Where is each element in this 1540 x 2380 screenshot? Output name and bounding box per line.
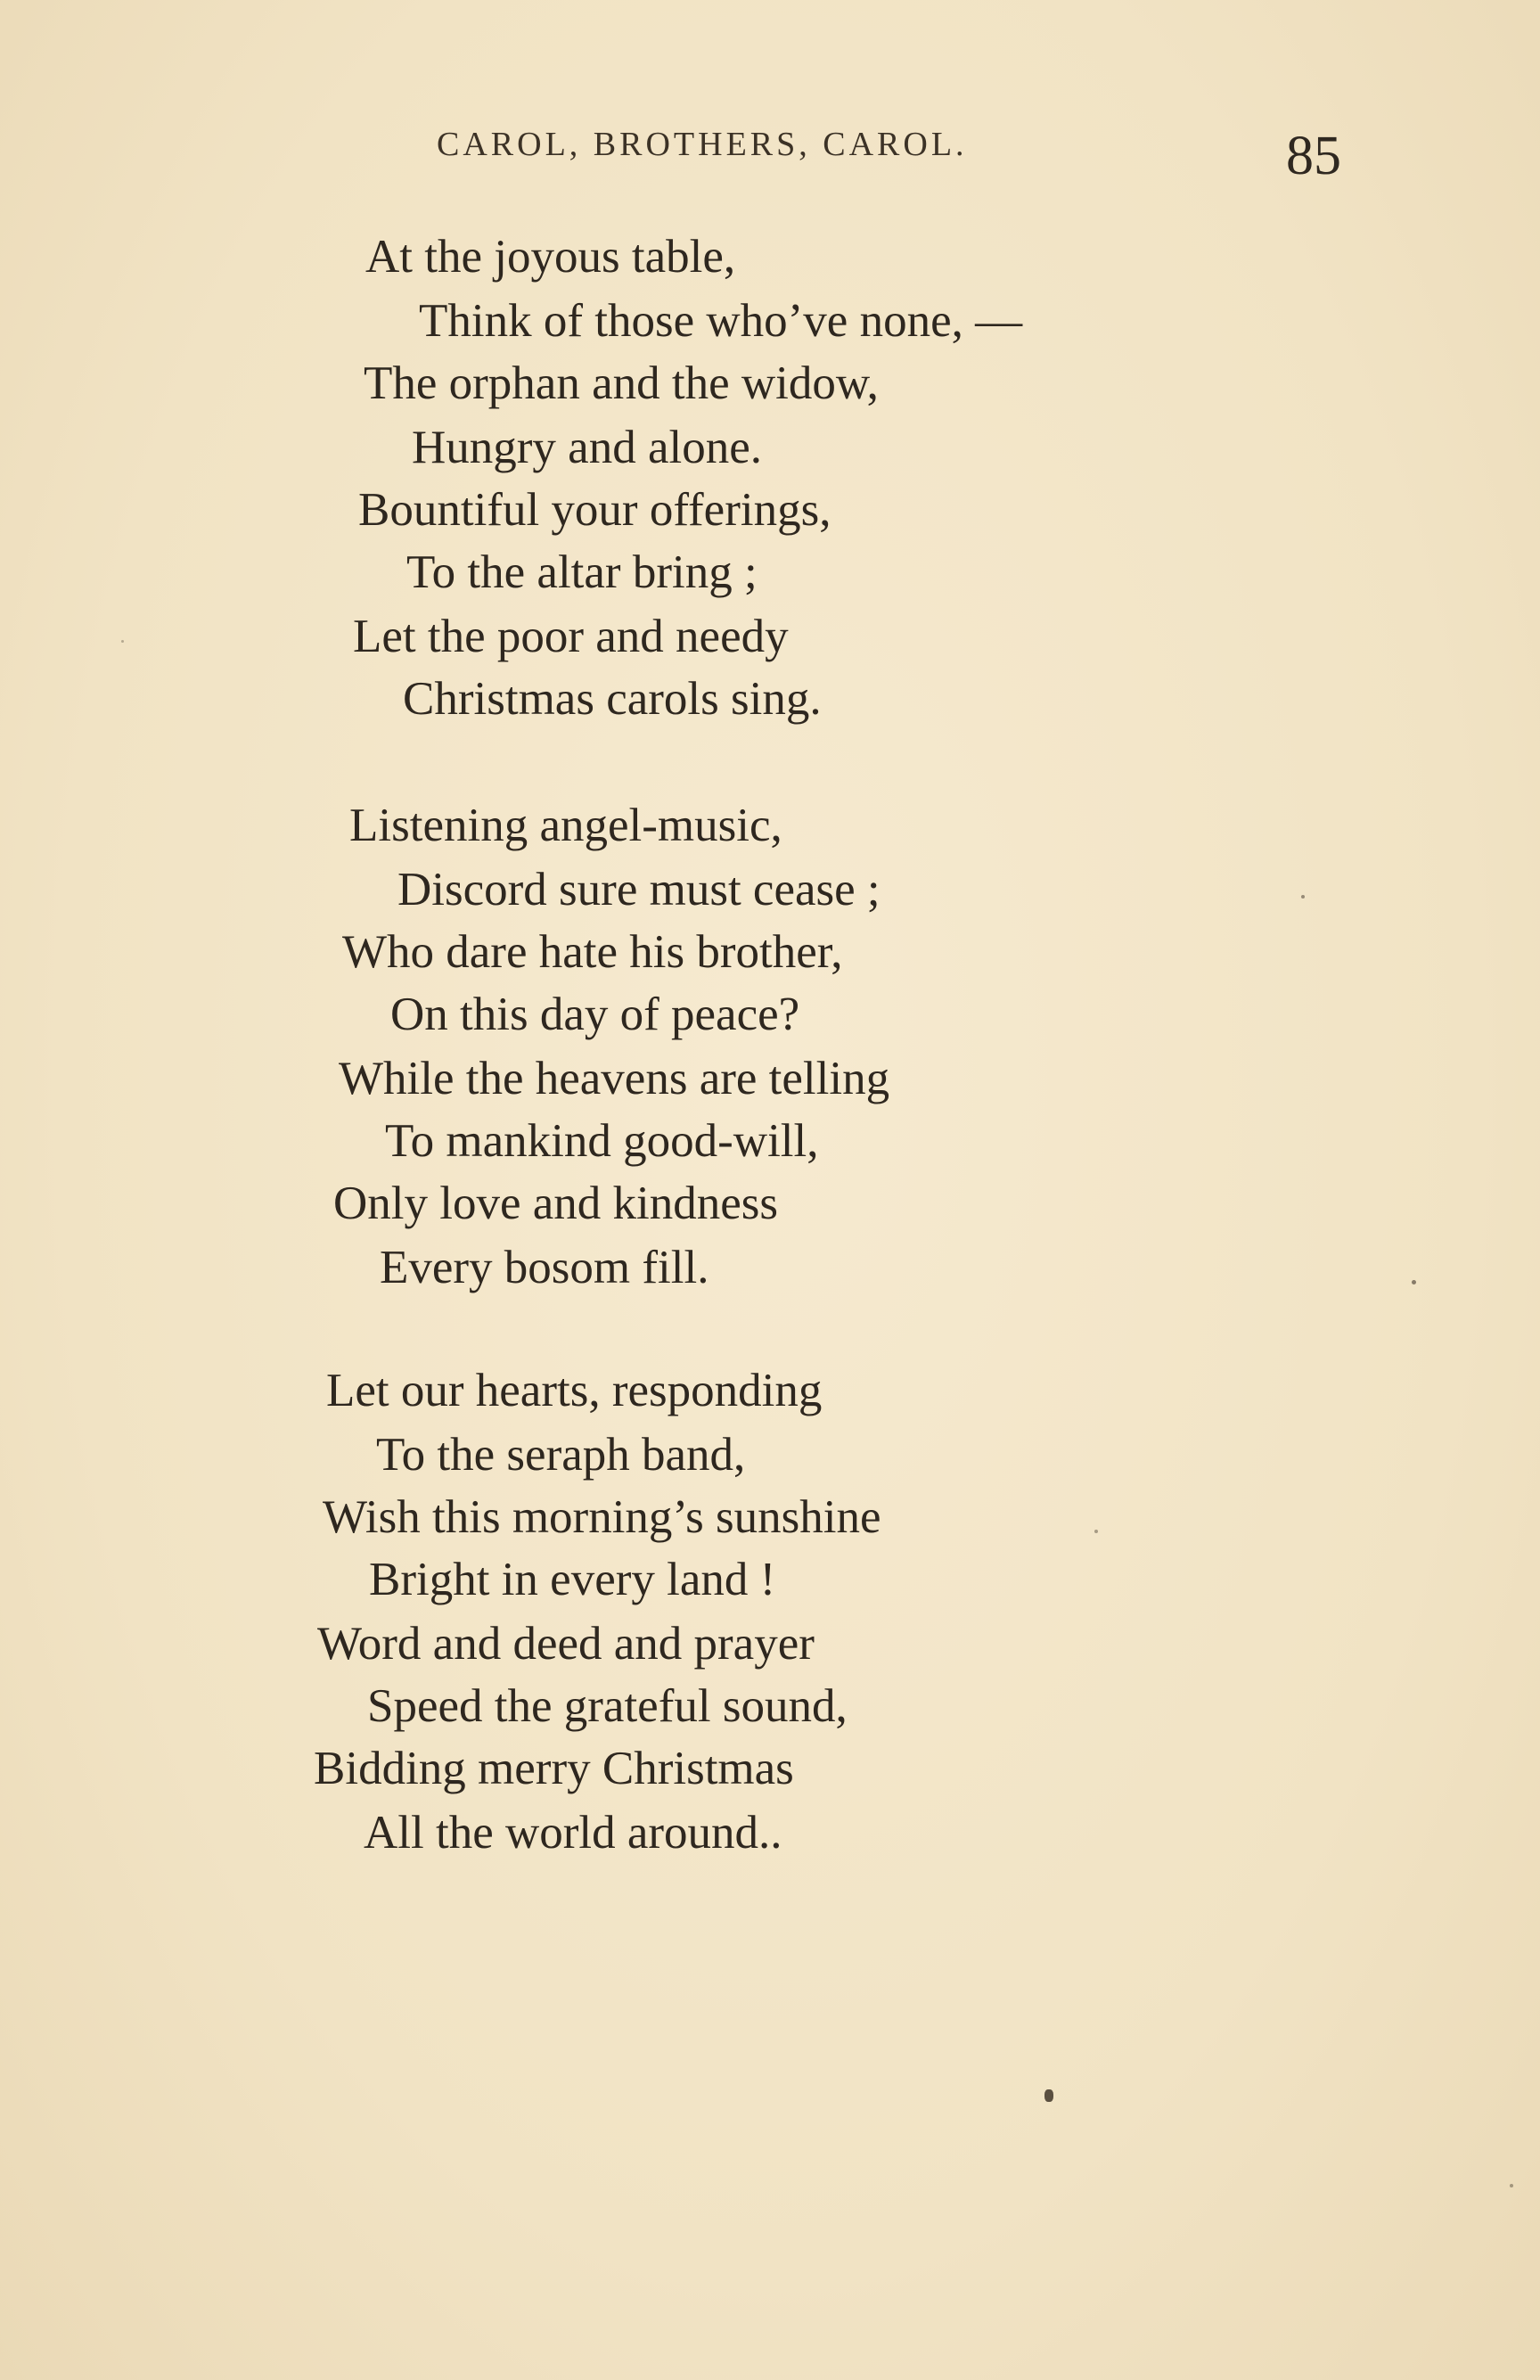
poem-line: Discord sure must cease ;: [397, 864, 881, 915]
poem-line: To mankind good-will,: [385, 1115, 819, 1167]
poem-line: All the world around..: [364, 1807, 782, 1859]
running-title: CAROL, BROTHERS, CAROL.: [437, 126, 968, 163]
poem-line: Christmas carols sing.: [403, 673, 822, 725]
poem-line: Let the poor and needy: [353, 611, 789, 662]
poem-line: On this day of peace?: [390, 989, 800, 1040]
poem-line: Bidding merry Christmas: [314, 1743, 794, 1794]
poem-line: Bright in every land !: [369, 1554, 776, 1605]
ink-speck: [121, 640, 124, 643]
poem-line: The orphan and the widow,: [364, 357, 879, 409]
poem-line: At the joyous table,: [365, 231, 736, 283]
ink-speck: [1044, 2089, 1053, 2102]
poem-line: Hungry and alone.: [412, 422, 762, 473]
poem-line: Who dare hate his brother,: [342, 926, 843, 978]
poem-line: Listening angel-music,: [349, 800, 782, 851]
poem-line: Let our hearts, responding: [326, 1365, 823, 1416]
poem-line: To the seraph band,: [376, 1429, 746, 1481]
poem-line: Only love and kindness: [333, 1178, 779, 1229]
ink-speck: [1094, 1530, 1098, 1533]
poem-line: Think of those who’ve none, —: [419, 295, 1023, 347]
ink-speck: [1510, 2184, 1513, 2187]
page-number: 85: [1286, 126, 1341, 186]
poem-line: To the altar bring ;: [406, 546, 758, 598]
poem-line: Bountiful your offerings,: [358, 484, 831, 536]
ink-speck: [1412, 1280, 1416, 1284]
poem-line: While the heavens are telling: [339, 1053, 890, 1104]
poem-line: Wish this morning’s sunshine: [323, 1491, 881, 1543]
poem-line: Speed the grateful sound,: [367, 1680, 848, 1732]
ink-speck: [1301, 895, 1305, 899]
poem-line: Every bosom fill.: [380, 1242, 709, 1293]
poem-line: Word and deed and prayer: [317, 1618, 815, 1670]
